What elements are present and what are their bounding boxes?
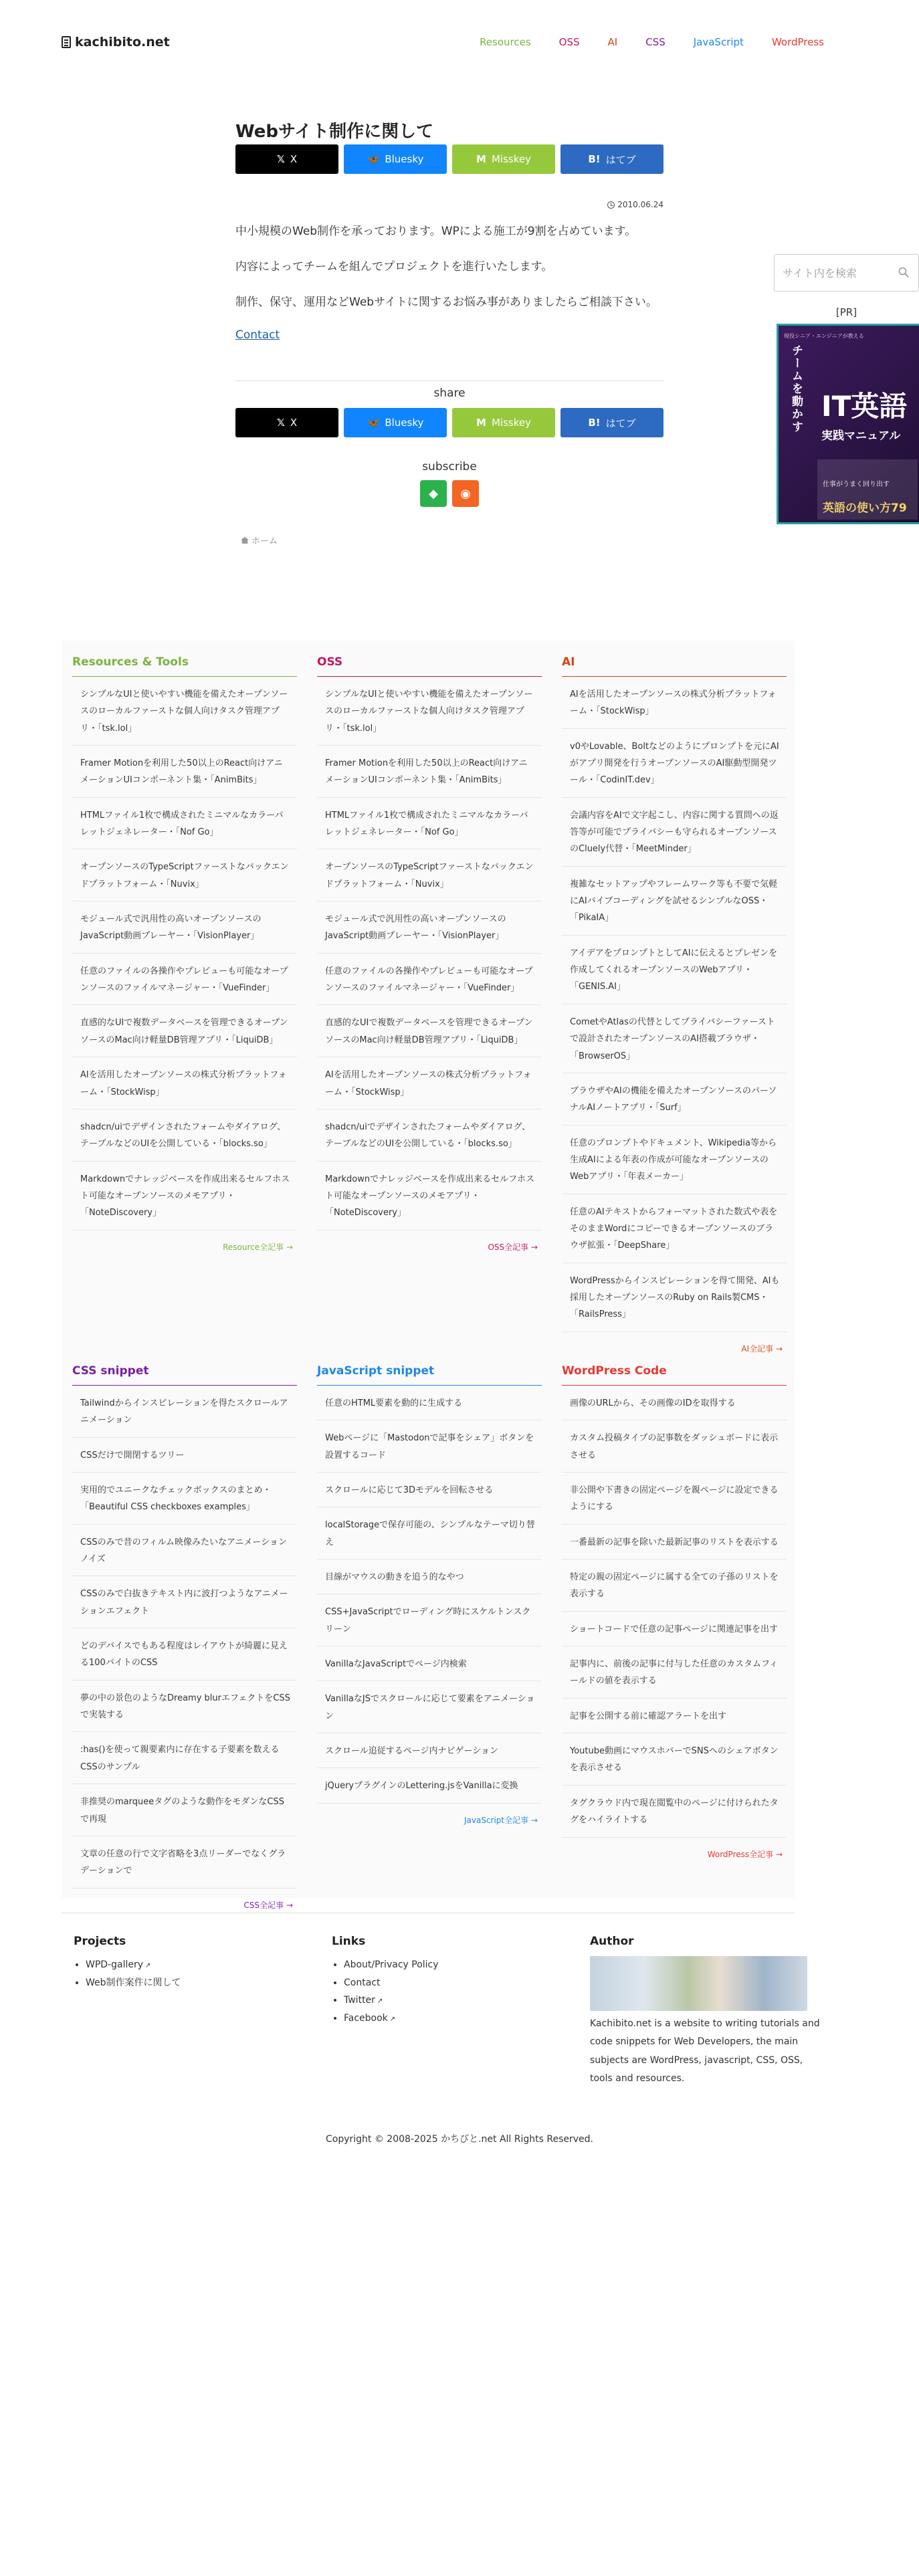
global-nav	[451, 36, 824, 48]
article-paragraph: 内容によってチームを組んでプロジェクトを進行いたします。	[235, 260, 553, 274]
rss-icon[interactable]: ◉	[452, 480, 479, 507]
category-more-link[interactable]: WordPress全記事 →	[707, 1849, 783, 1859]
list-item[interactable]: Framer Motionを利用した50以上のReact向けアニメーションUIコンポーネント集・「AnimBits」	[72, 746, 297, 798]
list-item[interactable]: どのデバイスでもある程度はレイアウトが綺麗に見える100バイトのCSS	[72, 1628, 297, 1681]
list-item[interactable]: 任意のファイルの各操作やプレビューも可能なオープンソースのファイルマネージャー・「VueFinder」	[72, 954, 297, 1006]
list-item[interactable]: CometやAtlasの代替としてプライバシーファーストで設計されたオープンソースのAI搭載ブラウザ・「BrowserOS」	[562, 1004, 787, 1073]
category-oss	[317, 655, 542, 1253]
breadcrumb	[235, 534, 663, 546]
list-item[interactable]: 夢の中の景色のようなDreamy blurエフェクトをCSSで実装する	[72, 1681, 297, 1733]
list-item[interactable]: 直感的なUIで複数データベースを管理できるオープンソースのMac向け軽量DB管理アプリ・「LiquiDB」	[317, 1005, 542, 1057]
share-buttons-top	[235, 144, 663, 174]
list-item[interactable]: モジュール式で汎用性の高いオープンソースのJavaScript動画プレーヤー・「VisionPlayer」	[317, 901, 542, 954]
list-item[interactable]: AIを活用したオープンソースの株式分析プラットフォーム・「StockWisp」	[72, 1057, 297, 1109]
list-item[interactable]: オープンソースのTypeScriptファーストなバックエンドプラットフォーム・「Nuvix」	[317, 849, 542, 901]
list-item[interactable]: 非推奨のmarqueeタグのような動作をモダンなCSSで再現	[72, 1784, 297, 1836]
category-list	[72, 1386, 297, 1889]
category-more-link[interactable]: JavaScript全記事 →	[464, 1815, 538, 1825]
search-input[interactable]	[783, 267, 890, 280]
category-javascript	[317, 1364, 542, 1826]
share-misskey-button[interactable]	[452, 408, 555, 437]
footer-link[interactable]: WPD-gallery	[86, 1959, 144, 1970]
list-item[interactable]: Webページに「Mastodonで記事をシェア」ボタンを設置するコード	[317, 1420, 542, 1473]
article-paragraph: 中小規模のWeb制作を承っております。WPによる施工が9割を占めています。	[235, 225, 637, 238]
list-item[interactable]: localStorageで保存可能の、シンプルなテーマ切り替え	[317, 1507, 542, 1560]
pr-label: [PR]	[835, 306, 857, 318]
list-item[interactable]: スクロールに応じて3Dモデルを回転させる	[317, 1473, 542, 1507]
footer-heading: Links	[332, 1935, 366, 1948]
page-title: Webサイト制作に関して	[235, 122, 434, 142]
category-ai	[562, 655, 787, 1354]
list-item[interactable]: VanillaなJavaScriptでページ内検索	[317, 1646, 542, 1681]
share-bluesky-button[interactable]	[344, 144, 447, 174]
list-item[interactable]: Markdownでナレッジベースを作成出来るセルフホスト可能なオープンソースのメモアプリ・「NoteDiscovery」	[317, 1162, 542, 1230]
list-item[interactable]	[86, 1974, 181, 1992]
footer-link[interactable]: Twitter	[344, 1995, 375, 2006]
list-item[interactable]: シンプルなUIと使いやすい機能を備えたオープンソースのローカルファーストな個人向けタスク管理アプリ・「tsk.lol」	[72, 677, 297, 746]
list-item[interactable]: HTMLファイル1枚で構成されたミニマルなカラーパレットジェネレーター・「Nof Go」	[72, 798, 297, 850]
list-item[interactable]: シンプルなUIと使いやすい機能を備えたオープンソースのローカルファーストな個人向けタスク管理アプリ・「tsk.lol」	[317, 677, 542, 746]
post-date-value: 2010.06.24	[617, 200, 663, 209]
category-title: AI	[562, 655, 787, 677]
author-image	[590, 1956, 807, 2011]
category-list	[72, 677, 297, 1230]
list-item[interactable]: v0やLovable、Boltなどのようにプロンプトを元にAIがアプリ開発を行うオープンソースのAI駆動型開発ツール・「CodinIT.dev」	[562, 729, 787, 798]
book-subtitle: 実践マニュアル	[821, 429, 901, 443]
footer-heading: Projects	[74, 1935, 126, 1948]
category-grid	[62, 641, 795, 1910]
share-misskey-button[interactable]	[452, 144, 555, 174]
document-icon	[62, 36, 71, 48]
category-more-link[interactable]: OSS全記事 →	[488, 1242, 538, 1252]
footer-links	[332, 1935, 439, 2027]
share-hatena-button[interactable]	[560, 144, 663, 174]
category-list	[562, 677, 787, 1332]
bluesky-icon: 🦋	[367, 417, 380, 429]
list-item[interactable]: CSS+JavaScriptでローディング時にスケルトンスクリーン	[317, 1594, 542, 1646]
hatena-icon: B!	[588, 153, 601, 165]
list-item[interactable]: 会議内容をAIで文字起こし、内容に関する質問への返答等が可能でプライバシーも守られるオープンソースのCluely代替・「MeetMinder」	[562, 798, 787, 867]
list-item[interactable]: AIを活用したオープンソースの株式分析プラットフォーム・「StockWisp」	[562, 677, 787, 729]
category-title: WordPress Code	[562, 1364, 787, 1386]
share-buttons-bottom	[235, 408, 663, 437]
list-item[interactable]: 任意のファイルの各操作やプレビューも可能なオープンソースのファイルマネージャー・「VueFinder」	[317, 954, 542, 1006]
book-title: IT英語	[821, 390, 908, 423]
nav-wordpress[interactable]: WordPress	[771, 36, 824, 48]
list-item[interactable]: VanillaなJSでスクロールに応じて要素をアニメーション	[317, 1681, 542, 1733]
home-icon	[241, 537, 249, 544]
list-item[interactable]: 一番最新の記事を除いた最新記事のリストを表示する	[562, 1525, 787, 1560]
list-item[interactable]: 特定の親の固定ページに属する全ての子孫のリストを表示する	[562, 1560, 787, 1612]
share-title: share	[433, 387, 466, 401]
list-item[interactable]: WordPressからインスピレーションを得て開発、AIも採用したオープンソースのRuby on Rails製CMS・「RailsPress」	[562, 1263, 787, 1332]
share-x-label: X	[290, 417, 298, 429]
list-item[interactable]: 任意のAIテキストからフォーマットされた数式や表をそのままWordにコピーできるオープンソースのブラウザ拡張・「DeepShare」	[562, 1194, 787, 1263]
article-paragraph: 制作、保守、運用などWebサイトに関するお悩み事がありましたらご相談下さい。	[235, 296, 657, 310]
list-item[interactable]	[344, 2010, 439, 2028]
list-item[interactable]: CSSのみで白抜きテキスト内に波打つようなアニメーションエフェクト	[72, 1576, 297, 1628]
external-link-icon: ↗	[389, 2015, 396, 2023]
list-item[interactable]: HTMLファイル1枚で構成されたミニマルなカラーパレットジェネレーター・「Nof Go」	[317, 798, 542, 850]
nav-oss[interactable]: OSS	[558, 36, 580, 48]
list-item[interactable]: 任意のHTML要素を動的に生成する	[317, 1386, 542, 1420]
list-item[interactable]: CSSのみで昔のフィルム映像みたいなアニメーションノイズ	[72, 1525, 297, 1577]
book-top-text: 現役シニア・エンジニアが教える	[784, 333, 864, 339]
list-item[interactable]: 複雑なセットアップやフレームワーク等も不要で気軽にAIバイブコーディングを試せるシンプルなOSS・「PikaIA」	[562, 867, 787, 936]
category-list	[317, 677, 542, 1230]
misskey-icon: M	[476, 153, 486, 165]
list-item[interactable]: Youtube動画にマウスホバーでSNSへのシェアボタンを表示させる	[562, 1733, 787, 1786]
feedly-icon[interactable]: ◆	[420, 480, 447, 507]
nav-css[interactable]: CSS	[645, 36, 666, 48]
list-item[interactable]: 記事を公開する前に確認アラートを出す	[562, 1699, 787, 1733]
site-title: kachibito.net	[75, 35, 170, 49]
share-misskey-label: Misskey	[491, 417, 531, 429]
search-icon[interactable]	[898, 267, 909, 278]
list-item[interactable]	[344, 1974, 439, 1992]
share-x-button[interactable]	[235, 408, 338, 437]
list-item[interactable]	[344, 1956, 439, 1974]
list-item[interactable]: 記事内に、前後の記事に付与した任意のカスタムフィールドの値を表示する	[562, 1646, 787, 1699]
footer-heading: Author	[590, 1935, 634, 1948]
list-item[interactable]: タグクラウド内で現在閲覧中のページに付けられたタグをハイライトする	[562, 1786, 787, 1838]
category-css	[72, 1364, 297, 1911]
category-wordpress	[562, 1364, 787, 1860]
list-item[interactable]: shadcn/uiでデザインされたフォームやダイアログ、テーブルなどのUIを公開している・「blocks.so」	[72, 1109, 297, 1162]
list-item[interactable]	[86, 1956, 181, 1974]
list-item[interactable]: スクロール追従するページ内ナビゲーション	[317, 1733, 542, 1768]
list-item[interactable]: Markdownでナレッジベースを作成出来るセルフホスト可能なオープンソースのメモアプリ・「NoteDiscovery」	[72, 1162, 297, 1230]
list-item[interactable]: Tailwindからインスピレーションを得たスクロールアニメーション	[72, 1386, 297, 1438]
external-link-icon: ↗	[377, 1998, 383, 2006]
list-item[interactable]: ショートコードで任意の記事ページに関連記事を出す	[562, 1612, 787, 1646]
list-item[interactable]: 実用的でユニークなチェックボックスのまとめ・「Beautiful CSS checkboxes examples」	[72, 1473, 297, 1525]
list-item[interactable]: 非公開や下書きの固定ページを親ページに設定できるようにする	[562, 1473, 787, 1525]
category-title: CSS snippet	[72, 1364, 297, 1386]
list-item[interactable]: 目線がマウスの動きを追う的なやつ	[317, 1560, 542, 1594]
external-link-icon: ↗	[145, 1962, 151, 1969]
category-title: OSS	[317, 655, 542, 677]
sidebar	[774, 254, 919, 524]
share-x-label: X	[290, 153, 298, 165]
copyright: Copyright © 2008-2025 かちびと.net All Rights Reserved.	[326, 2134, 593, 2145]
list-item[interactable]: :has()を使って親要素内に存在する子要素を数えるCSSのサンプル	[72, 1732, 297, 1784]
list-item[interactable]: 文章の任意の行で文字省略を3点リーダーでなくグラデーションで	[72, 1836, 297, 1889]
list-item[interactable]: カスタム投稿タイプの記事数をダッシュボードに表示させる	[562, 1420, 787, 1473]
subscribe-title: subscribe	[422, 460, 477, 474]
category-more-link[interactable]: CSS全記事 →	[243, 1900, 293, 1910]
share-x-button[interactable]	[235, 144, 338, 174]
list-item[interactable]: 直感的なUIで複数データベースを管理できるオープンソースのMac向け軽量DB管理アプリ・「LiquiDB」	[72, 1005, 297, 1057]
search-box	[774, 254, 919, 292]
breadcrumb-home[interactable]: ホーム	[251, 536, 278, 547]
category-title: JavaScript snippet	[317, 1364, 542, 1386]
x-icon: 𝕏	[276, 417, 285, 429]
footer-list	[332, 1956, 439, 2027]
post-date	[235, 198, 663, 211]
list-item[interactable]	[344, 1992, 439, 2010]
list-item[interactable]: オープンソースのTypeScriptファーストなバックエンドプラットフォーム・「Nuvix」	[72, 849, 297, 901]
footer-link[interactable]: Facebook	[344, 2012, 388, 2024]
book-vertical-text: チームを動かす	[789, 344, 803, 433]
list-item[interactable]: AIを活用したオープンソースの株式分析プラットフォーム・「StockWisp」	[317, 1057, 542, 1109]
book-ad[interactable]	[777, 324, 919, 524]
list-item[interactable]: Framer Motionを利用した50以上のReact向けアニメーションUIコンポーネント集・「AnimBits」	[317, 746, 542, 798]
article	[235, 114, 663, 546]
nav-javascript[interactable]: JavaScript	[693, 36, 744, 48]
category-resources	[72, 655, 297, 1253]
site-header	[0, 0, 919, 87]
category-more-link[interactable]: Resource全記事 →	[223, 1242, 293, 1252]
misskey-icon: M	[476, 417, 486, 429]
list-item[interactable]: 画像のURLから、その画像のIDを取得する	[562, 1386, 787, 1420]
nav-resources[interactable]: Resources	[480, 36, 531, 48]
footer-list	[74, 1956, 181, 1992]
share-bluesky-button[interactable]	[344, 408, 447, 437]
subscribe-icons	[235, 480, 663, 507]
footer-author	[590, 1935, 824, 2088]
list-item[interactable]: jQueryプラグインのLettering.jsをVanillaに変換	[317, 1768, 542, 1803]
book-foot-big: 英語の使い方79	[823, 502, 907, 515]
share-hatena-label: はてブ	[605, 417, 636, 429]
category-list	[317, 1386, 542, 1804]
list-item[interactable]: CSSだけで開閉するツリー	[72, 1438, 297, 1473]
bluesky-icon: 🦋	[367, 153, 380, 165]
hatena-icon: B!	[588, 417, 601, 429]
x-icon: 𝕏	[276, 153, 285, 165]
list-item[interactable]: shadcn/uiでデザインされたフォームやダイアログ、テーブルなどのUIを公開している・「blocks.so」	[317, 1109, 542, 1162]
site-logo[interactable]	[62, 35, 170, 49]
author-description: Kachibito.net is a website to writing tutorials and code snippets for Web Developers, the main subjects are WordPress, javascript, CSS, OSS, tools and resources.	[590, 2018, 820, 2084]
share-misskey-label: Misskey	[491, 153, 531, 165]
list-item[interactable]: ブラウザやAIの機能を備えたオープンソースのパーソナルAIノートアプリ・「Surf」	[562, 1073, 787, 1125]
share-bluesky-label: Bluesky	[385, 153, 424, 165]
footer-link[interactable]: Web制作案件に関して	[86, 1977, 181, 1988]
contact-link[interactable]: Contact	[235, 328, 280, 342]
list-item[interactable]: 任意のプロンプトやドキュメント、Wikipedia等から生成AIによる年表の作成が可能なオープンソースのWebアプリ・「年表メーカー」	[562, 1125, 787, 1194]
footer-projects	[74, 1935, 181, 1992]
footer-link[interactable]: Contact	[344, 1977, 381, 1988]
list-item[interactable]: モジュール式で汎用性の高いオープンソースのJavaScript動画プレーヤー・「VisionPlayer」	[72, 901, 297, 954]
nav-ai[interactable]: AI	[607, 36, 618, 48]
clock-icon	[607, 201, 615, 209]
share-bluesky-label: Bluesky	[385, 417, 424, 429]
share-hatena-label: はてブ	[605, 153, 636, 166]
share-hatena-button[interactable]	[560, 408, 663, 437]
footer-link[interactable]: About/Privacy Policy	[344, 1959, 439, 1970]
list-item[interactable]: アイデアをプロンプトとしてAIに伝えるとプレゼンを作成してくれるオープンソースのWebアプリ・「GENIS.AI」	[562, 936, 787, 1004]
book-foot-text: 仕事がうまく回り出す	[823, 481, 890, 488]
category-title: Resources & Tools	[72, 655, 297, 677]
category-more-link[interactable]: AI全記事 →	[741, 1344, 783, 1354]
category-list	[562, 1386, 787, 1838]
